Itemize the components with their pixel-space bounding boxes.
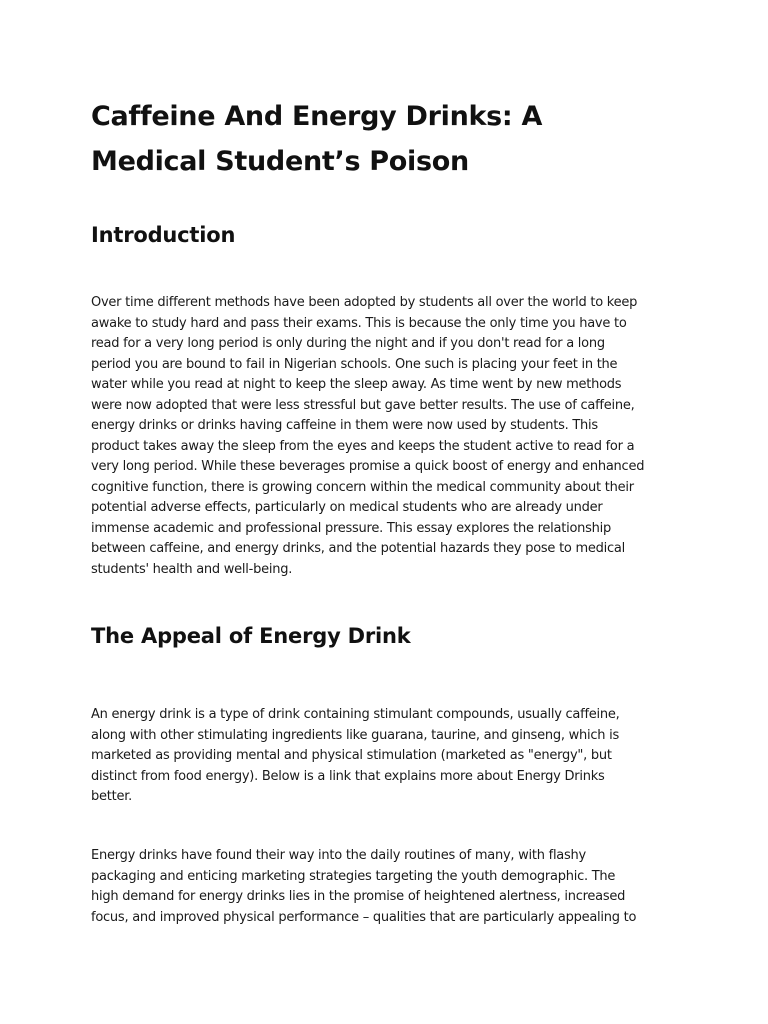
title-line: Medical Student’s Poison: [91, 146, 469, 177]
paragraph-energy-drink-definition: [91, 705, 691, 808]
section-heading-appeal: The Appeal of Energy Drink: [91, 624, 411, 648]
text-line: potential adverse effects, particularly on medical students who are already under: [91, 500, 603, 515]
text-line: immense academic and professional pressure. This essay explores the relationship: [91, 520, 612, 536]
paragraph-introduction: [91, 293, 691, 580]
section-heading-introduction: Introduction: [91, 223, 236, 247]
text-line: Over time different methods have been adopted by students all over the world to keep: [91, 295, 638, 310]
text-line: along with other stimulating ingredients like guarana, taurine, and ginseng, which is: [91, 727, 619, 743]
paragraph-energy-drink-appeal: [91, 846, 691, 928]
text-line: cognitive function, there is growing concern within the medical community about their: [91, 479, 634, 495]
text-line: awake to study hard and pass their exams. This is because the only time you have to: [91, 315, 627, 331]
text-line: marketed as providing mental and physical stimulation (marketed as "energy", but: [91, 748, 612, 763]
text-line: water while you read at night to keep the sleep away. As time went by new methods: [91, 377, 622, 392]
text-line: Energy drinks have found their way into the daily routines of many, with flashy: [91, 848, 586, 863]
text-line: period you are bound to fail in Nigerian schools. One such is placing your feet in the: [91, 356, 618, 372]
text-line: energy drinks or drinks having caffeine in them were now used by students. This: [91, 418, 598, 433]
text-line: An energy drink is a type of drink containing stimulant compounds, usually caffeine,: [91, 707, 620, 722]
text-line: focus, and improved physical performance – qualities that are particularly appealing to: [91, 909, 637, 925]
text-line: very long period. While these beverages promise a quick boost of energy and enhanced: [91, 459, 645, 474]
text-line: high demand for energy drinks lies in the promise of heightened alertness, increased: [91, 889, 626, 904]
title-line: Caffeine And Energy Drinks: A: [91, 101, 543, 132]
text-line: product takes away the sleep from the eyes and keeps the student active to read for a: [91, 438, 635, 454]
text-line: distinct from food energy). Below is a link that explains more about Energy Drinks: [91, 768, 605, 784]
text-line: were now adopted that were less stressful but gave better results. The use of caffeine,: [91, 397, 635, 413]
text-line: read for a very long period is only during the night and if you don't read for a long: [91, 336, 605, 351]
text-line: packaging and enticing marketing strategies targeting the youth demographic. The: [91, 868, 616, 884]
text-line: better.: [91, 789, 132, 804]
text-line: students' health and well-being.: [91, 561, 293, 577]
article-title: [91, 94, 691, 184]
text-line: between caffeine, and energy drinks, and the potential hazards they pose to medical: [91, 541, 625, 556]
